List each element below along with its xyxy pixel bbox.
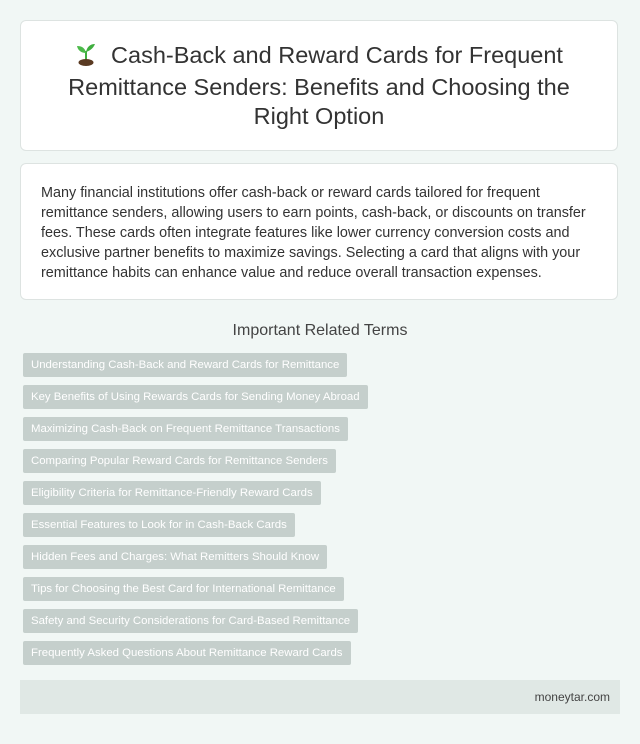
intro-card xyxy=(20,163,618,300)
related-term-tag[interactable]: Understanding Cash-Back and Reward Cards for Remittance xyxy=(23,353,347,377)
footer xyxy=(20,680,620,714)
related-term-tag[interactable]: Eligibility Criteria for Remittance-Friendly Reward Cards xyxy=(23,481,321,505)
related-term-tag[interactable]: Frequently Asked Questions About Remittance Reward Cards xyxy=(23,641,351,665)
related-terms-heading: Important Related Terms xyxy=(232,322,408,339)
related-term-tag[interactable]: Tips for Choosing the Best Card for International Remittance xyxy=(23,577,344,601)
related-term-tag[interactable]: Comparing Popular Reward Cards for Remittance Senders xyxy=(23,449,336,473)
footer-site-link[interactable]: moneytar.com xyxy=(534,690,610,704)
related-term-tag[interactable]: Key Benefits of Using Rewards Cards for Sending Money Abroad xyxy=(23,385,368,409)
page-title xyxy=(49,41,589,131)
related-term-tag[interactable]: Safety and Security Considerations for Card-Based Remittance xyxy=(23,609,358,633)
related-term-tag[interactable]: Essential Features to Look for in Cash-Back Cards xyxy=(23,513,295,537)
intro-text: Many financial institutions offer cash-back or reward cards tailored for frequent remittance senders, allowing users to earn points, cash-back, or discounts on transfer fees. These cards often integrate features like lower currency conversion costs and exclusive partner benefits to maximize savings. Selecting a card that aligns with your remittance habits can enhance value and reduce overall transaction expenses. xyxy=(41,185,586,281)
related-terms-list xyxy=(23,353,368,673)
page-title-text: Cash-Back and Reward Cards for Frequent Remittance Senders: Benefits and Choosing the Right Option xyxy=(68,41,570,129)
sprout-icon xyxy=(75,42,97,73)
title-card xyxy=(20,20,618,151)
related-term-tag[interactable]: Maximizing Cash-Back on Frequent Remittance Transactions xyxy=(23,417,348,441)
related-term-tag[interactable]: Hidden Fees and Charges: What Remitters Should Know xyxy=(23,545,327,569)
